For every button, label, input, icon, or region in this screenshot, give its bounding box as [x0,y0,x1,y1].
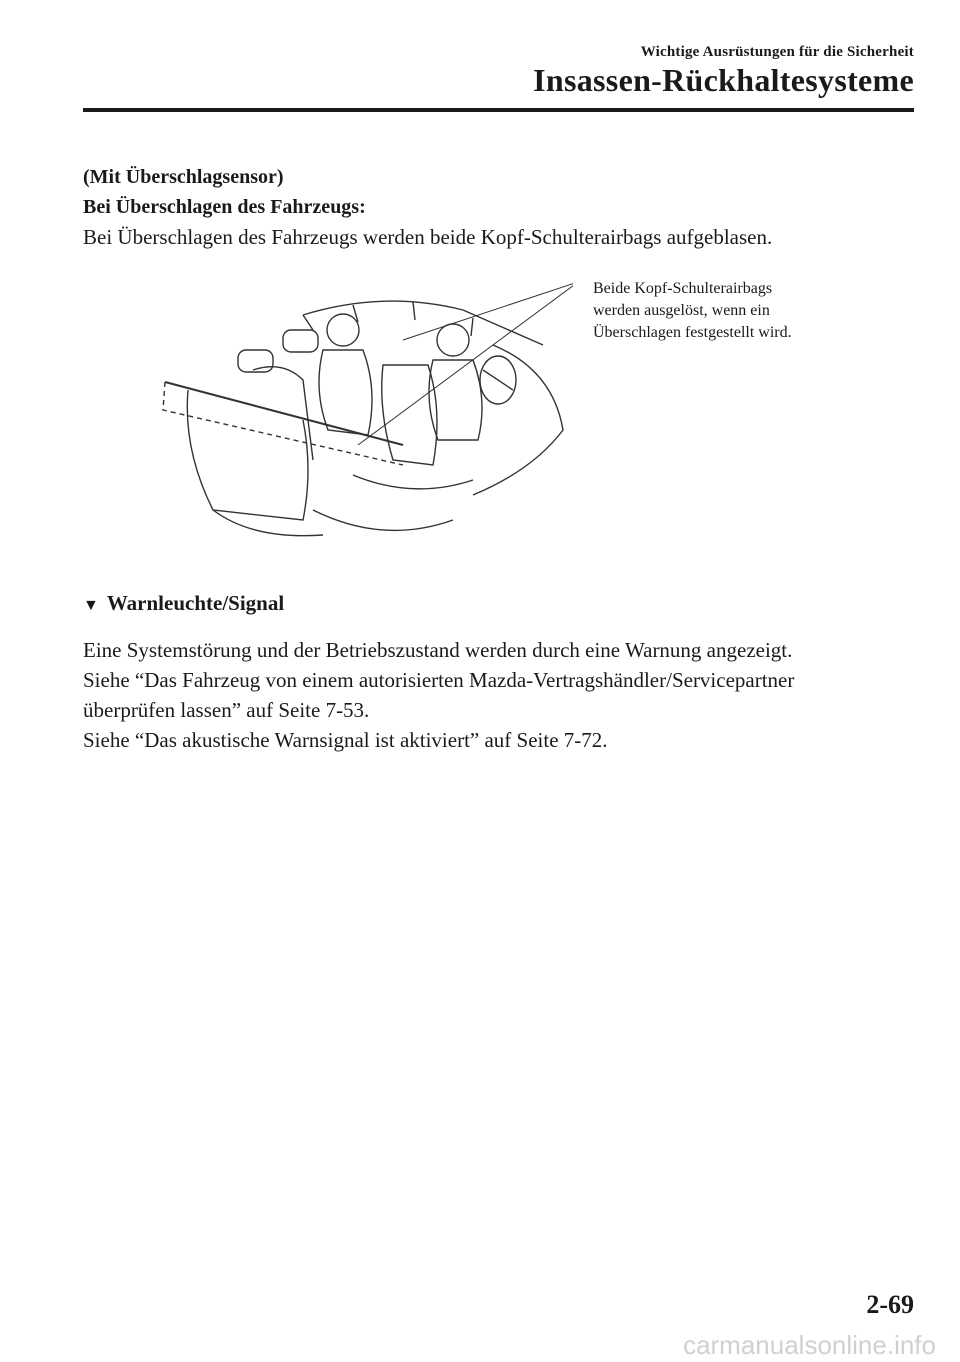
subheading-rollover: Bei Überschlagen des Fahrzeugs: [83,196,366,218]
callout-line-3: Überschlagen festgestellt wird. [593,324,792,341]
car-interior-illustration [153,270,573,550]
chapter-title: Insassen-Rückhaltesysteme [533,62,914,98]
header-rule [83,108,914,112]
warning-line-3: überprüfen lassen” auf Seite 7-53. [83,698,370,722]
content [83,162,913,755]
warning-body [83,635,913,755]
page-number: 2-69 [866,1290,914,1319]
figure-callout [593,278,853,344]
warning-line-2: Siehe “Das Fahrzeug von einem autorisierten Mazda-Vertragshändler/Servicepartner [83,668,795,692]
callout-line-1: Beide Kopf-Schulterairbags [593,280,773,297]
warning-line-4: Siehe “Das akustische Warnsignal ist aktiviert” auf Seite 7-72. [83,728,608,752]
callout-line-2: werden ausgelöst, wenn ein [593,302,770,319]
airbag-figure [83,270,913,570]
warning-line-1: Eine Systemstörung und der Betriebszustand werden durch eine Warnung angezeigt. [83,638,793,662]
down-triangle-icon: ▼ [83,597,99,614]
subheading-rollover-sensor: (Mit Überschlagsensor) [83,166,284,188]
watermark: carmanualsonline.info [683,1330,936,1360]
section-kicker: Wichtige Ausrüstungen für die Sicherheit [640,44,914,60]
warning-heading-text: Warnleuchte/Signal [106,591,285,615]
rollover-body: Bei Überschlagen des Fahrzeugs werden beide Kopf-Schulterairbags aufgeblasen. [83,225,773,249]
warning-heading [83,588,913,621]
